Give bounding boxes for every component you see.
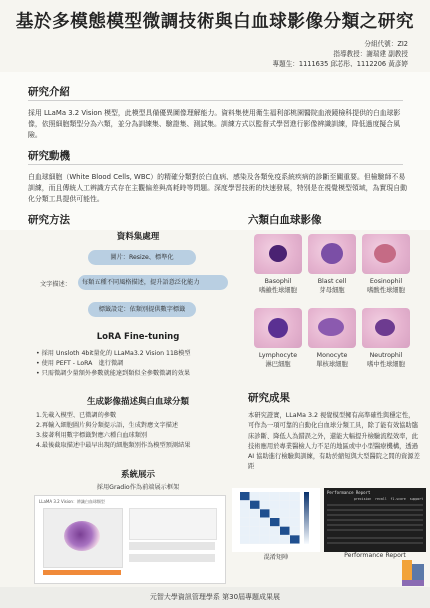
intro-heading: 研究介紹 — [28, 86, 70, 98]
demo-submit-button — [43, 570, 121, 575]
cm-cell — [270, 501, 280, 509]
confusion-matrix-graphic — [232, 488, 320, 552]
monocyte-caption: Monocyte 單核球細胞 — [316, 352, 348, 368]
cm-cell — [240, 527, 250, 535]
cm-cell — [270, 535, 280, 543]
motivation-text: 白血球細胞（White Blood Cells, WBC）的精確分類對於白血病、感染及各類免疫系統疾病的診斷至關重要。但檢驗師不易訓練，而且傳統人工辨識方式存在主觀偏差與高耗時等問題。深度學習技術的快速發展，特別是在視覺模型領域，為實現自動化分類工具提供可能性。 — [28, 173, 407, 203]
neutrophil-caption: Neutrophil 嗜中性球細胞 — [367, 352, 405, 368]
cm-cell — [260, 501, 270, 509]
results-section — [248, 390, 420, 473]
intro-text: 採用 LLaMa 3.2 Vision 模型，此模型具備優異圖像理解能力。資料集使用衛生福利部桃園醫院血液鏡檢科提供的白血球影像，依照細胞類型分為六類，並分為訓練集、驗證集、測試集。訓練方式以監督式學習進行影像辨識訓練，降低過度擬合風險。 — [28, 109, 401, 139]
dataset-heading: 資料集處理 — [116, 232, 160, 242]
demo-caption: 採用Gradio作為前端展示框架 — [96, 484, 180, 491]
cm-cell — [270, 509, 280, 517]
label-pill: 標籤設定：依類別提供數字標籤 — [88, 302, 196, 317]
cm-diagonal-cell — [280, 527, 290, 535]
motivation-section — [28, 148, 408, 205]
report-title: Performance Report — [327, 490, 371, 495]
image-pill: 圖片：Resize、標準化 — [88, 250, 196, 265]
cm-cell — [290, 509, 300, 517]
students: 專題生：1111635 邱芯彤、1112206 黃彥婷 — [272, 60, 408, 68]
text-pill: 每類五種不同風格描述，提升語意泛化能力 — [78, 275, 228, 290]
lora-point: • 只需微調少量額外參數就能達到類似全參數微調的效果 — [36, 370, 191, 377]
footer: 元智大學資訊管理學系 第30屆專題成果展 — [0, 587, 430, 608]
group-code: 分組代號：ZI2 — [364, 40, 408, 48]
motivation-heading: 研究動機 — [28, 150, 70, 162]
demo-window-title: LLaMA 3.2 Vision：辨識白血球類型 — [39, 499, 105, 504]
results-heading: 研究成果 — [248, 392, 290, 404]
cm-cell — [290, 501, 300, 509]
cm-cell — [240, 501, 250, 509]
report-columns: precision recall f1-score support — [354, 497, 424, 501]
eosinophil-caption: Eosinophil 嗜酸性球細胞 — [367, 278, 405, 294]
demo-output-bar — [129, 542, 215, 550]
cm-cell — [240, 518, 250, 526]
lymphocyte-caption: Lymphocyte 淋巴細胞 — [258, 352, 298, 368]
cm-cell — [250, 518, 260, 526]
demo-image-panel — [43, 508, 123, 568]
eosinophil-image — [362, 234, 410, 274]
intro-section — [28, 84, 408, 141]
gen-step: 3.接著利用數字標籤對應六種白血球類別 — [36, 432, 148, 439]
cm-cell — [290, 492, 300, 500]
demo-output-panel — [129, 508, 217, 540]
lora-point: • 採用 Unsloth 4bit量化的 LLaMa3.2 Vision 11B模型 — [36, 350, 191, 357]
text-desc-label: 文字描述： — [40, 281, 71, 288]
confusion-matrix — [232, 488, 320, 552]
monocyte-image — [308, 308, 356, 348]
lora-list — [36, 349, 236, 379]
cm-caption: 混淆矩陣 — [263, 554, 289, 561]
cells-section — [248, 212, 418, 382]
basophil-caption: Basophil 嗜鹼性球細胞 — [259, 278, 297, 294]
cm-cell — [250, 509, 260, 517]
cm-cell — [270, 492, 280, 500]
cm-cell — [250, 527, 260, 535]
cm-cell — [290, 527, 300, 535]
results-text: 本研究證實，LLaMa 3.2 視覺模型擁有高準確性與穩定性，可作為一項可靠的自動化白血球分類工具，除了能有效協助臨床診斷、降低人為錯誤之外，還能大幅提升檢驗流程效率，此技術應用於專業醫檢人力不足的地區或中小型醫療機構，透過 AI 協助進行檢驗與訓練，有助於縮短與大型醫院之間的資源差距 — [248, 412, 420, 471]
blast-caption: Blast cell 芽母細胞 — [317, 278, 347, 294]
lora-heading: LoRA Fine-tuning — [96, 332, 180, 342]
basophil-image — [254, 234, 302, 274]
advisor: 指導教授：謝瑞建 副教授 — [333, 50, 408, 58]
cm-cell — [280, 501, 290, 509]
cm-cell — [260, 527, 270, 535]
cm-cell — [240, 509, 250, 517]
cm-diagonal-cell — [270, 518, 280, 526]
cm-cell — [240, 535, 250, 543]
page-title: 基於多模態模型微調技術與白血球影像分類之研究 — [15, 12, 415, 32]
blast-image — [308, 234, 356, 274]
report-caption: Performance Report — [344, 552, 406, 559]
cm-cell — [260, 535, 270, 543]
demo-output-bar — [129, 554, 215, 562]
department-logo — [402, 560, 424, 586]
cm-diagonal-cell — [250, 501, 260, 509]
gen-heading: 生成影像描述與白血球分類 — [86, 397, 189, 407]
methods-heading: 研究方法 — [28, 214, 70, 226]
methods-section — [28, 212, 224, 582]
cm-cell — [260, 492, 270, 500]
gen-step: 2.再輸入細胞圖片與分類提示語，生成對應文字描述 — [36, 422, 179, 429]
cm-cell — [270, 527, 280, 535]
cm-cell — [280, 535, 290, 543]
demo-screenshot — [34, 495, 226, 584]
cm-cell — [250, 535, 260, 543]
cm-diagonal-cell — [290, 535, 300, 543]
performance-report — [324, 488, 426, 552]
lymphocyte-image — [254, 308, 302, 348]
gen-step: 4.最後截取描述中最早出現的細胞類別作為模型預測結果 — [36, 442, 191, 449]
cm-cell — [280, 518, 290, 526]
cm-cell — [260, 518, 270, 526]
cells-heading: 六類白血球影像 — [248, 214, 322, 226]
cm-diagonal-cell — [260, 509, 270, 517]
demo-heading: 系統展示 — [120, 470, 155, 480]
cm-cell — [250, 492, 260, 500]
report-rows — [327, 504, 423, 547]
cm-diagonal-cell — [240, 492, 250, 500]
neutrophil-image — [362, 308, 410, 348]
cm-cell — [280, 509, 290, 517]
lora-point: • 使用 PEFT - LoRA 進行微調 — [36, 360, 124, 367]
cm-cell — [290, 518, 300, 526]
gen-steps — [36, 411, 236, 451]
cm-cell — [280, 492, 290, 500]
gen-step: 1.先載入模型、已微調的參數 — [36, 412, 117, 419]
